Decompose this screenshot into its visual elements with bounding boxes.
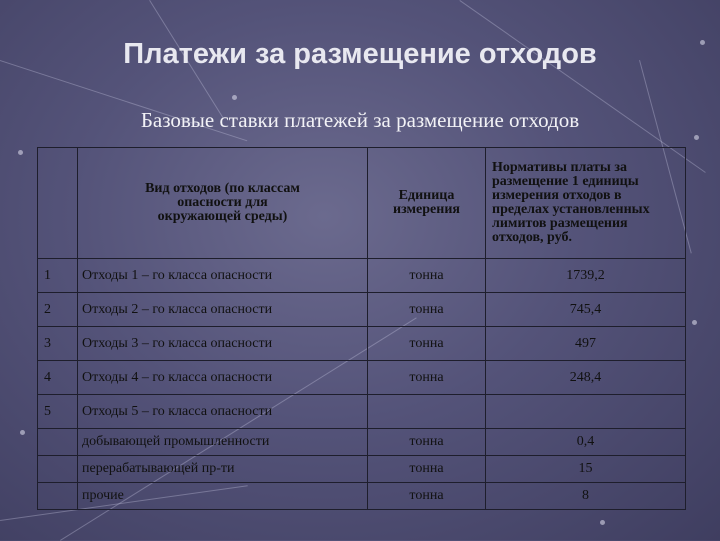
table-row: [38, 259, 686, 293]
row-waste-name: Отходы 2 – го класса опасности: [78, 293, 368, 327]
row-waste-name: Отходы 3 – го класса опасности: [78, 327, 368, 361]
row-unit: тонна: [368, 259, 486, 293]
row-unit: тонна: [368, 483, 486, 510]
header-unit: Единица измерения: [368, 148, 486, 259]
row-unit: тонна: [368, 456, 486, 483]
row-unit: тонна: [368, 327, 486, 361]
header-rate: Нормативы платы за размещение 1 единицы измерения отходов в пределах установленных лимитов размещения отходов, руб.: [486, 148, 686, 259]
row-waste-name: перерабатывающей пр-ти: [78, 456, 368, 483]
table-row: [38, 483, 686, 510]
table-row: [38, 293, 686, 327]
row-waste-name: Отходы 4 – го класса опасности: [78, 361, 368, 395]
row-number: 3: [38, 327, 78, 361]
row-number: [38, 483, 78, 510]
row-number: 2: [38, 293, 78, 327]
table-row: [38, 361, 686, 395]
row-rate-value: 1739,2: [486, 259, 686, 293]
table-row: [38, 327, 686, 361]
row-rate-value: 15: [486, 456, 686, 483]
row-number: 4: [38, 361, 78, 395]
rates-table: [37, 147, 686, 510]
header-waste-type: Вид отходов (по классам опасности для окружающей среды): [78, 148, 368, 259]
table-row: [38, 429, 686, 456]
row-number: 5: [38, 395, 78, 429]
row-unit: тонна: [368, 361, 486, 395]
row-unit: тонна: [368, 293, 486, 327]
row-rate-value: [486, 395, 686, 429]
row-waste-name: прочие: [78, 483, 368, 510]
row-rate-value: 248,4: [486, 361, 686, 395]
row-waste-name: Отходы 5 – го класса опасности: [78, 395, 368, 429]
page-title: Платежи за размещение отходов: [123, 38, 597, 70]
row-rate-value: 8: [486, 483, 686, 510]
row-waste-name: Отходы 1 – го класса опасности: [78, 259, 368, 293]
table-header-row: [38, 148, 686, 259]
row-unit: [368, 395, 486, 429]
table-row: [38, 395, 686, 429]
header-num: [38, 148, 78, 259]
table-row: [38, 456, 686, 483]
row-waste-name: добывающей промышленности: [78, 429, 368, 456]
row-number: [38, 429, 78, 456]
row-number: 1: [38, 259, 78, 293]
page-subtitle: Базовые ставки платежей за размещение отходов: [140, 108, 580, 132]
row-rate-value: 745,4: [486, 293, 686, 327]
row-number: [38, 456, 78, 483]
row-rate-value: 0,4: [486, 429, 686, 456]
row-unit: тонна: [368, 429, 486, 456]
row-rate-value: 497: [486, 327, 686, 361]
